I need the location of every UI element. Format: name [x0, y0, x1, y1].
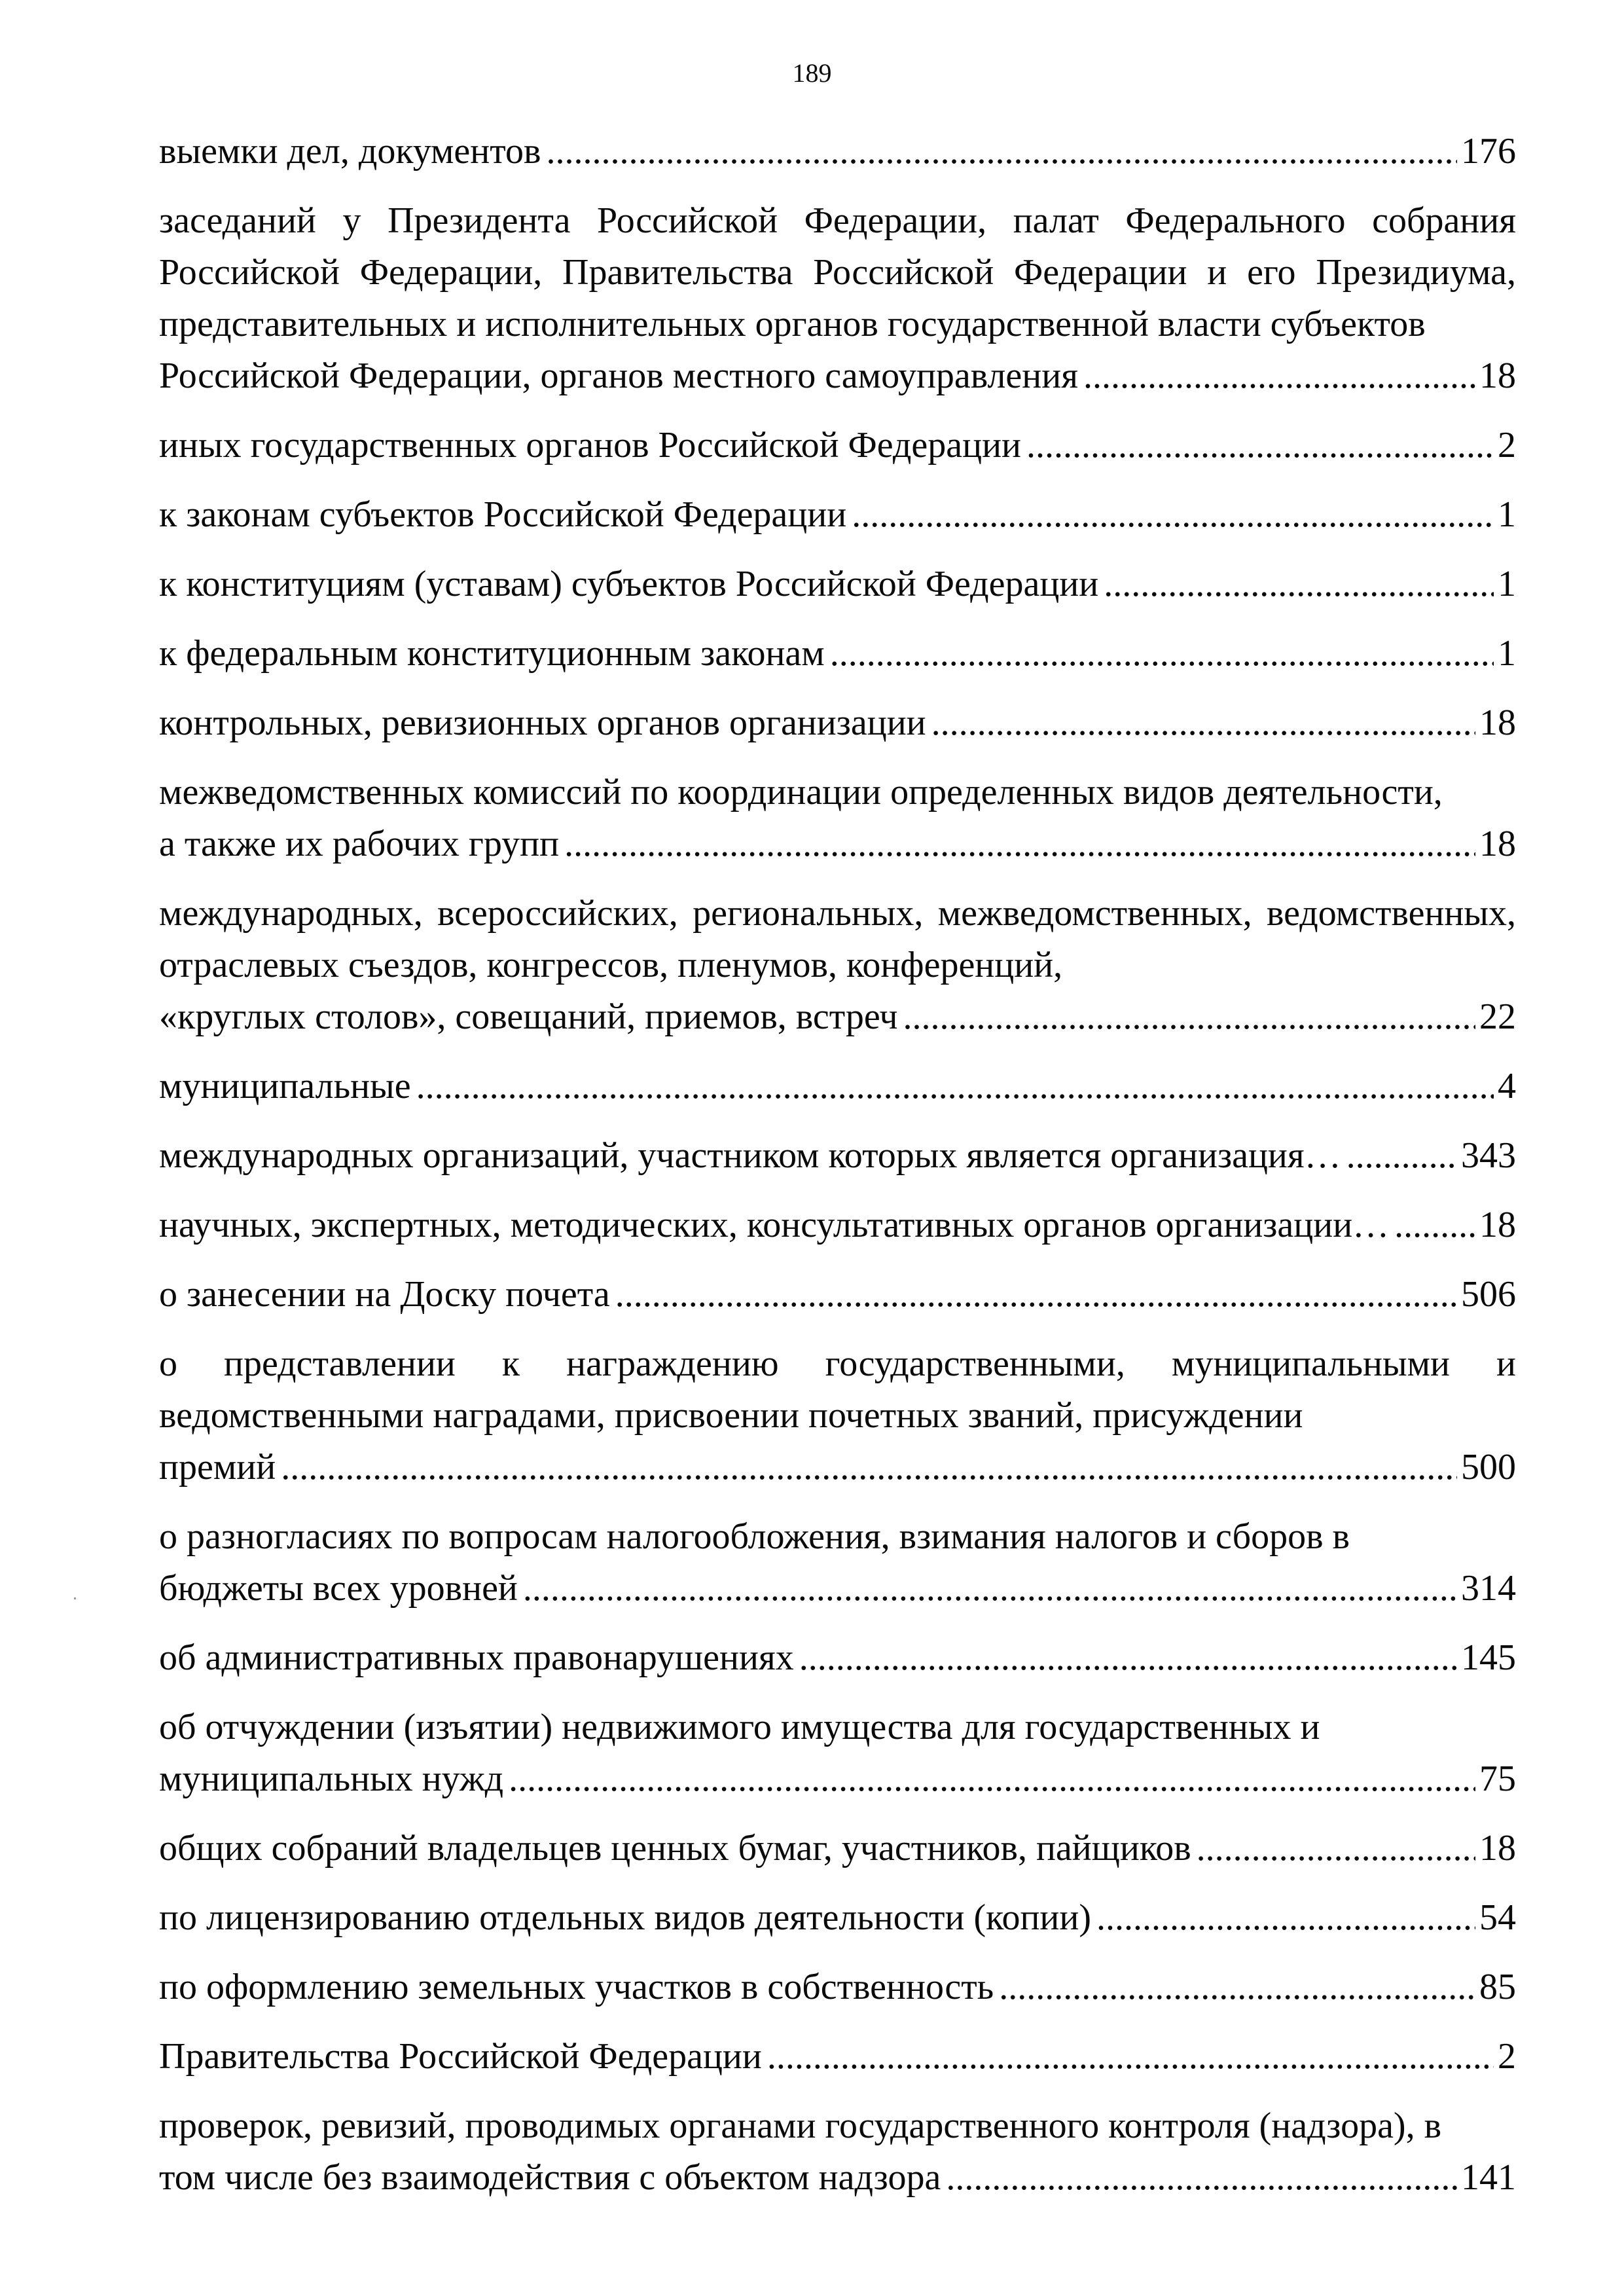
- entry-page-ref: 18: [1479, 1828, 1516, 1868]
- index-entry: [159, 1823, 1516, 1874]
- index-entry: [159, 1632, 1516, 1684]
- entry-last-line: [159, 818, 1516, 870]
- entry-page-ref: 4: [1498, 1066, 1516, 1106]
- entry-term: иных государственных органов Российской Федерации: [159, 425, 1022, 465]
- entry-lead-text: о разногласиях по вопросам налогообложения, взимания налогов и сборов в: [159, 1516, 1350, 1557]
- scan-speck: [74, 1597, 76, 1599]
- entry-last-line: [159, 558, 1516, 610]
- entry-term: премий: [159, 1447, 276, 1487]
- dot-leader: [546, 126, 1457, 177]
- dot-leader: [830, 628, 1494, 680]
- entry-last-line: [159, 628, 1516, 680]
- entry-page-ref: 145: [1461, 1637, 1516, 1678]
- entry-last-line: [159, 1823, 1516, 1874]
- dot-leader: [523, 1563, 1457, 1614]
- index-entry: [159, 2031, 1516, 2083]
- entry-last-line: [159, 1442, 1516, 1493]
- entry-term: международных организаций, участником которых является организация…: [159, 1135, 1341, 1176]
- index-entry: [159, 420, 1516, 471]
- index-entry: [159, 1061, 1516, 1112]
- entry-term: бюджеты всех уровней: [159, 1568, 518, 1609]
- dot-leader: [1083, 350, 1475, 402]
- entry-last-line: [159, 126, 1516, 177]
- index-entry: [159, 1199, 1516, 1251]
- entry-page-ref: 2: [1498, 425, 1516, 465]
- entry-last-line: [159, 420, 1516, 471]
- dot-leader: [564, 818, 1475, 870]
- index-entry: [159, 195, 1516, 402]
- entry-term: Российской Федерации, органов местного самоуправления: [159, 355, 1078, 396]
- page-number: 189: [792, 58, 832, 88]
- index-entry: [159, 1702, 1516, 1805]
- entry-page-ref: 54: [1479, 1897, 1516, 1938]
- dot-leader: [281, 1442, 1457, 1493]
- entry-term: муниципальные: [159, 1066, 411, 1106]
- entry-last-line: [159, 1563, 1516, 1614]
- entry-page-ref: 141: [1461, 2157, 1516, 2198]
- entry-term: том числе без взаимодействия с объектом надзора: [159, 2157, 941, 2198]
- entry-last-line: [159, 1061, 1516, 1112]
- dot-leader: [416, 1061, 1494, 1112]
- entry-lead-text: заседаний у Президента Российской Федерации, палат Федерального собрания Российской Федерации, Правительства Российской Федерации и его Президиума, представительных и исполнительных органов государственной власти субъектов: [159, 200, 1516, 344]
- dot-leader: [1026, 420, 1494, 471]
- entry-last-line: [159, 1632, 1516, 1684]
- entry-page-ref: 2: [1498, 2036, 1516, 2077]
- entry-page-ref: 18: [1479, 824, 1516, 864]
- entry-last-line: [159, 350, 1516, 402]
- dot-leader: [903, 991, 1475, 1043]
- entry-page-ref: 18: [1479, 355, 1516, 396]
- entry-last-line: [159, 1130, 1516, 1182]
- dot-leader: [1104, 558, 1494, 610]
- dot-leader: [931, 697, 1475, 749]
- entry-last-line: [159, 1753, 1516, 1805]
- entry-term: о занесении на Доску почета: [159, 1274, 610, 1315]
- index-entry: [159, 888, 1516, 1043]
- entry-page-ref: 75: [1479, 1758, 1516, 1799]
- entry-term: по лицензированию отдельных видов деятельности (копии): [159, 1897, 1092, 1938]
- entry-term: «круглых столов», совещаний, приемов, встреч: [159, 996, 898, 1037]
- index-entry: [159, 697, 1516, 749]
- entry-last-line: [159, 1269, 1516, 1321]
- entry-page-ref: 500: [1461, 1447, 1516, 1487]
- entry-page-ref: 506: [1461, 1274, 1516, 1315]
- index-entry: [159, 489, 1516, 541]
- index-entry: [159, 558, 1516, 610]
- index-entry: [159, 1269, 1516, 1321]
- index-entry: [159, 767, 1516, 870]
- index-entry: [159, 628, 1516, 680]
- index-entry: [159, 1892, 1516, 1944]
- entry-term: научных, экспертных, методических, консультативных органов организации…: [159, 1205, 1390, 1245]
- index-entry: [159, 1338, 1516, 1493]
- entry-last-line: [159, 489, 1516, 541]
- dot-leader: [615, 1269, 1457, 1321]
- entry-term: выемки дел, документов: [159, 131, 541, 172]
- entry-last-line: [159, 1199, 1516, 1251]
- index-entry: [159, 1130, 1516, 1182]
- entry-page-ref: 343: [1461, 1135, 1516, 1176]
- dot-leader: [999, 1961, 1475, 2013]
- entry-page-ref: 314: [1461, 1568, 1516, 1609]
- entry-term: муниципальных нужд: [159, 1758, 504, 1799]
- dot-leader: [946, 2152, 1457, 2204]
- entry-term: к федеральным конституционным законам: [159, 633, 825, 674]
- dot-leader: [852, 489, 1494, 541]
- dot-leader: [1394, 1199, 1475, 1251]
- index-entry: [159, 1961, 1516, 2013]
- entry-term: по оформлению земельных участков в собственность: [159, 1967, 994, 2007]
- entry-page-ref: 1: [1498, 494, 1516, 535]
- entry-term: Правительства Российской Федерации: [159, 2036, 762, 2077]
- dot-leader: [1096, 1892, 1475, 1944]
- entry-page-ref: 1: [1498, 633, 1516, 674]
- dot-leader: [767, 2031, 1494, 2083]
- entry-page-ref: 18: [1479, 1205, 1516, 1245]
- entry-lead-text: международных, всероссийских, региональных, межведомственных, ведомственных, отраслевых съездов, конгрессов, пленумов, конференций,: [159, 893, 1516, 985]
- entry-term: общих собраний владельцев ценных бумаг, участников, пайщиков: [159, 1828, 1191, 1868]
- entry-page-ref: 176: [1461, 131, 1516, 172]
- entry-last-line: [159, 991, 1516, 1043]
- entry-last-line: [159, 2152, 1516, 2204]
- entry-page-ref: 22: [1479, 996, 1516, 1037]
- entry-term: к конституциям (уставам) субъектов Российской Федерации: [159, 564, 1099, 604]
- entry-lead-text: о представлении к награждению государственными, муниципальными и ведомственными наградами, присвоении почетных званий, присуждении: [159, 1343, 1516, 1436]
- index-entry: [159, 1511, 1516, 1614]
- entry-page-ref: 1: [1498, 564, 1516, 604]
- entry-lead-text: об отчуждении (изъятии) недвижимого имущества для государственных и: [159, 1707, 1320, 1747]
- entry-lead-text: проверок, ревизий, проводимых органами государственного контроля (надзора), в: [159, 2105, 1442, 2146]
- dot-leader: [1346, 1130, 1457, 1182]
- entry-last-line: [159, 1961, 1516, 2013]
- entry-last-line: [159, 697, 1516, 749]
- index-entry: [159, 126, 1516, 177]
- dot-leader: [509, 1753, 1475, 1805]
- entry-term: а также их рабочих групп: [159, 824, 560, 864]
- index-entry: [159, 2100, 1516, 2204]
- entry-page-ref: 18: [1479, 702, 1516, 743]
- entry-lead-text: межведомственных комиссий по координации определенных видов деятельности,: [159, 772, 1443, 812]
- entry-last-line: [159, 1892, 1516, 1944]
- dot-leader: [1197, 1823, 1475, 1874]
- entry-term: к законам субъектов Российской Федерации: [159, 494, 847, 535]
- entry-term: об административных правонарушениях: [159, 1637, 794, 1678]
- entry-page-ref: 85: [1479, 1967, 1516, 2007]
- entry-last-line: [159, 2031, 1516, 2083]
- entry-term: контрольных, ревизионных органов организации: [159, 702, 926, 743]
- dot-leader: [799, 1632, 1457, 1684]
- index-list: [159, 126, 1516, 2221]
